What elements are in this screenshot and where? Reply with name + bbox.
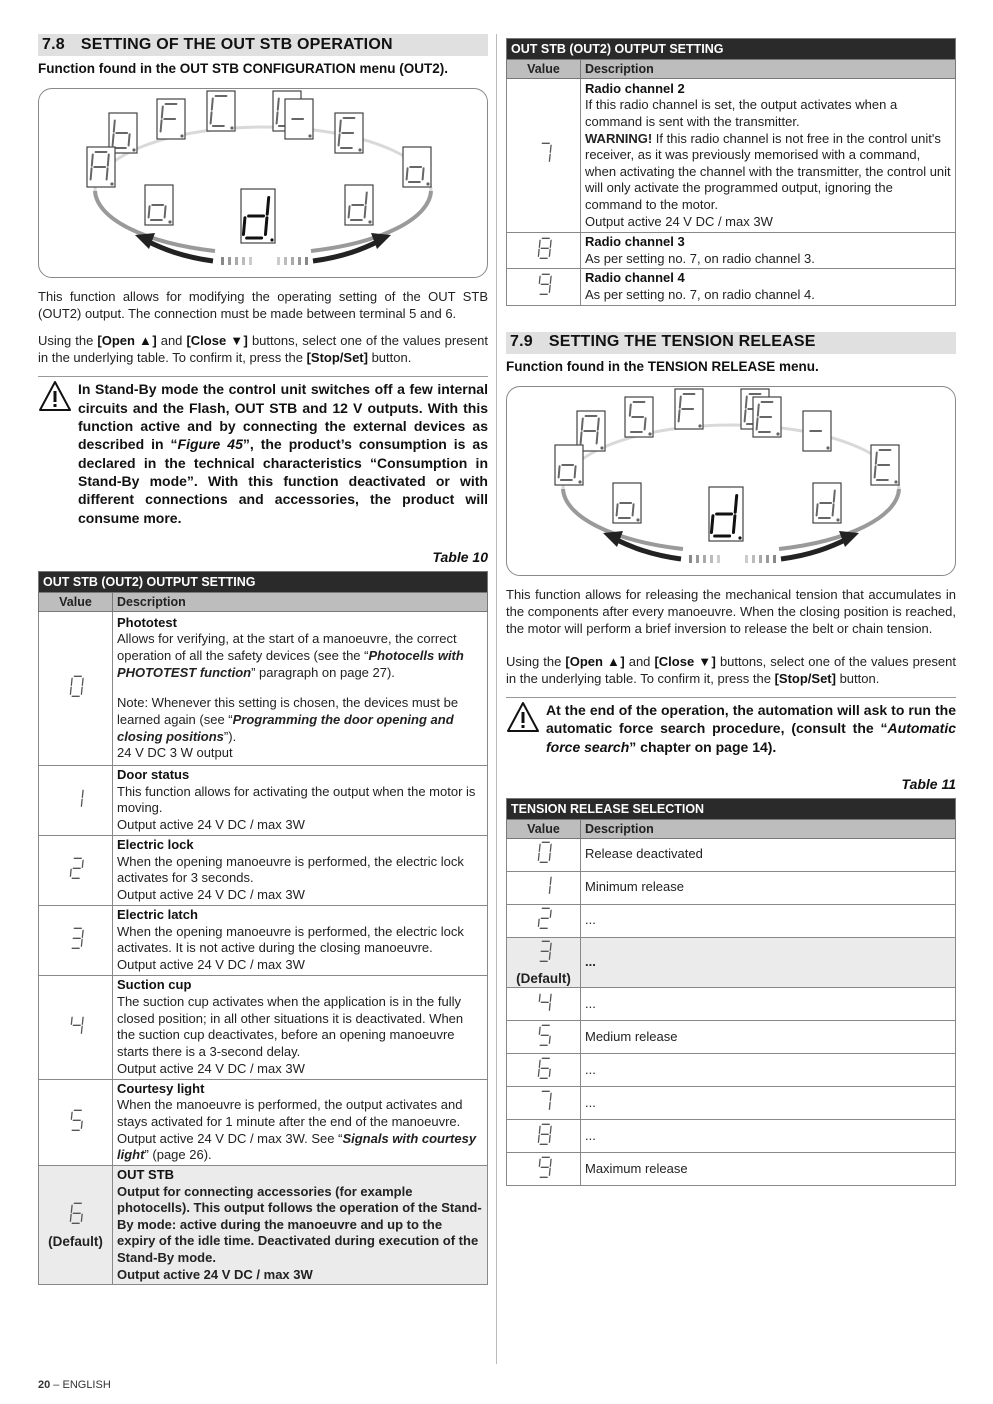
- right-column: [506, 34, 956, 1186]
- table-row: [507, 838, 956, 871]
- column-header-description: Description: [581, 60, 956, 79]
- segment-display: [813, 483, 841, 523]
- row-title: Electric latch: [117, 907, 198, 923]
- instructions-paragraph: Using the [Open ▲] and [Close ▼] buttons, select one of the values present in the underlying table. To confirm it, press the [Stop/Set] button.: [506, 653, 956, 686]
- page-footer: [38, 1378, 111, 1392]
- table-row: Door status This function allows for activating the output when the motor is moving. Output active 24 V DC / max 3W: [39, 765, 488, 835]
- table-row: Radio channel 3 As per setting no. 7, on radio channel 3.: [507, 233, 956, 269]
- row-title: Phototest: [117, 614, 177, 630]
- open-button-label: [Open ▲]: [97, 333, 157, 349]
- display-digit: [535, 1088, 553, 1119]
- display-digit: [535, 839, 553, 870]
- display-digit: [535, 271, 553, 302]
- table-row: [507, 904, 956, 937]
- close-button-label: [Close ▼]: [654, 653, 716, 669]
- display-digit: [535, 1055, 553, 1086]
- column-header-description: Description: [113, 592, 488, 611]
- table-title: OUT STB (OUT2) OUTPUT SETTING: [39, 571, 488, 592]
- table-row-default: [507, 937, 956, 987]
- segment-display: [555, 445, 583, 485]
- out-stb-table: [38, 571, 488, 1286]
- display-digit: [67, 925, 85, 956]
- section-title: SETTING THE TENSION RELEASE: [548, 333, 816, 351]
- page-number: 20: [38, 1379, 51, 1391]
- row-title: Suction cup: [117, 977, 192, 993]
- row-title: Electric lock: [117, 837, 194, 853]
- intro-paragraph: This function allows for releasing the mechanical tension that accumulates in the components after every manoeuvre. When the closing position is reached, the motor will perform a brief inversion to release the belt or chain tension.: [506, 586, 956, 636]
- display-digit: [535, 1022, 553, 1053]
- row-title: OUT STB: [117, 1166, 175, 1182]
- tension-release-table: [506, 798, 956, 1186]
- row-description: ...: [581, 988, 956, 1021]
- segment-display: [753, 397, 781, 437]
- section-heading-7-9: [506, 332, 956, 354]
- display-digit: [67, 1200, 85, 1231]
- segment-display: [145, 185, 173, 225]
- row-title: Door status: [117, 767, 190, 783]
- table-caption: Table 11: [901, 775, 956, 792]
- section-title: SETTING OF THE OUT STB OPERATION: [80, 35, 393, 53]
- column-header-description: Description: [581, 819, 956, 838]
- warning-label: WARNING!: [585, 130, 653, 146]
- force-search-warning: [506, 697, 956, 756]
- table-row: [507, 1153, 956, 1186]
- display-digit: [67, 785, 85, 816]
- function-location: Function found in the TENSION RELEASE menu.: [506, 358, 819, 374]
- display-digit: [67, 673, 85, 704]
- row-description: ...: [581, 1054, 956, 1087]
- row-title: Radio channel 2: [585, 80, 685, 96]
- table-row: [507, 871, 956, 904]
- table-row: [507, 1021, 956, 1054]
- column-header-value: Value: [507, 60, 581, 79]
- table-row: Radio channel 4 As per setting no. 7, on radio channel 4.: [507, 269, 956, 305]
- display-digit: [67, 855, 85, 886]
- open-button-label: [Open ▲]: [565, 653, 625, 669]
- segment-display: [871, 445, 899, 485]
- table-row: [507, 1054, 956, 1087]
- display-digit: [535, 140, 553, 171]
- display-sequence-figure: [38, 88, 488, 278]
- segment-display: [625, 397, 653, 437]
- table-row: [507, 1087, 956, 1120]
- row-description: ...: [581, 904, 956, 937]
- row-description: ...: [581, 1120, 956, 1153]
- row-description: Minimum release: [581, 871, 956, 904]
- out-stb-table-continued: [506, 38, 956, 306]
- stop-set-button-label: [Stop/Set]: [306, 350, 368, 366]
- row-description: ...: [581, 937, 956, 987]
- display-sequence-diagram: [39, 89, 487, 277]
- display-digit: [535, 1154, 553, 1185]
- display-digit: [535, 989, 553, 1020]
- row-description: Medium release: [581, 1021, 956, 1054]
- column-header-value: Value: [507, 819, 581, 838]
- segment-display: [675, 389, 703, 429]
- segment-display: [87, 147, 115, 187]
- segment-display: [335, 113, 363, 153]
- table-title: TENSION RELEASE SELECTION: [507, 798, 956, 819]
- table-row: Electric latch When the opening manoeuvre is performed, the electric lock activates. It is not active during the closing manoeuvre. Output active 24 V DC / max 3W: [39, 905, 488, 975]
- section-heading-7-8: [38, 34, 488, 56]
- close-button-label: [Close ▼]: [186, 333, 248, 349]
- table-caption: Table 10: [432, 548, 488, 565]
- table-title: OUT STB (OUT2) OUTPUT SETTING: [507, 39, 956, 60]
- segment-display: [803, 411, 831, 451]
- table-row: Electric lock When the opening manoeuvre is performed, the electric lock activates for 3 seconds. Output active 24 V DC / max 3W: [39, 835, 488, 905]
- segment-display: [709, 487, 743, 541]
- display-digit: [535, 938, 553, 969]
- segment-display: [285, 99, 313, 139]
- instructions-paragraph: Using the [Open ▲] and [Close ▼] buttons, select one of the values present in the underlying table. To confirm it, press the [Stop/Set] button.: [38, 333, 488, 366]
- table-row-default: (Default) OUT STB Output for connecting accessories (for example photocells). This output follows the operation of the Stand-By mode: active during the manoeuvre and up to the expiry of the idle time. Deactivated during execution of the Stand-By mode. Output active 24 V DC / max 3W: [39, 1165, 488, 1284]
- column-divider: [496, 34, 497, 1364]
- stop-set-button-label: [Stop/Set]: [774, 670, 836, 686]
- table-row: [507, 988, 956, 1021]
- segment-display: [403, 147, 431, 187]
- default-label: (Default): [516, 970, 571, 986]
- row-title: Courtesy light: [117, 1080, 205, 1096]
- segment-display: [207, 91, 235, 131]
- row-description: Maximum release: [581, 1153, 956, 1186]
- table-row: Radio channel 2 If this radio channel is set, the output activates when a command is sent with the transmitter. WARNING! If this radio channel is not free in the control unit's receiver, as it was previously memorised with a command, when activating the channel with the transmitter, the control unit will only activate the programmed output, ignoring the command to the motor. Output active 24 V DC / max 3W: [507, 79, 956, 233]
- display-digit: [67, 1012, 85, 1043]
- segment-display: [241, 189, 275, 243]
- table-row: Suction cup The suction cup activates when the application is in the fully closed position; in all other situations it is deactivated. When the suction cup deactivates, before an opening manoeuvre starts there is a 3-second delay. Output active 24 V DC / max 3W: [39, 975, 488, 1079]
- standby-warning: [38, 376, 488, 527]
- row-description: Release deactivated: [581, 838, 956, 871]
- column-header-value: Value: [39, 592, 113, 611]
- display-digit: [67, 1107, 85, 1138]
- section-number: 7.9: [510, 333, 533, 351]
- warning-icon: [38, 380, 78, 527]
- function-location: Function found in the OUT STB CONFIGURATION menu (OUT2).: [38, 61, 448, 76]
- row-title: Radio channel 4: [585, 270, 685, 286]
- segment-display: [613, 483, 641, 523]
- warning-text: In Stand-By mode the control unit switches off a few internal circuits and the Flash, OUT STB and 12 V outputs. With this function active and by connecting the external devices as described in “Figure 45”, the product’s consumption is as declared in the technical characteristics “Consumption in Stand-By mode”. With this function deactivated or with different connections and accessories, the product will consume more.: [78, 381, 488, 526]
- display-digit: [535, 1121, 553, 1152]
- intro-paragraph: This function allows for modifying the operating setting of the OUT STB (OUT2) output. The connection must be made between terminal 5 and 6.: [38, 289, 488, 322]
- row-description: ...: [581, 1087, 956, 1120]
- display-sequence-diagram: [507, 387, 955, 575]
- left-column: [38, 34, 488, 1285]
- default-label: (Default): [48, 1233, 103, 1249]
- warning-text: At the end of the operation, the automation will ask to run the automatic force search procedure, (consult the “Automatic force search” chapter on page 14).: [546, 701, 956, 755]
- display-digit: [535, 905, 553, 936]
- table-row: Phototest Allows for verifying, at the start of a manoeuvre, the correct operation of all the safety devices (see the “Photocells with PHOTOTEST function” paragraph on page 27). Note: Whenever this setting is chosen, the devices must be learned again (see “Programming the door opening and closing positions”). 24 V DC 3 W output: [39, 611, 488, 765]
- footer-language: – ENGLISH: [50, 1379, 111, 1391]
- warning-icon: [506, 701, 546, 756]
- row-title: Radio channel 3: [585, 234, 685, 249]
- display-sequence-figure: [506, 386, 956, 576]
- table-row: Courtesy light When the manoeuvre is performed, the output activates and stays activated for 1 minute after the end of the manoeuvre. Output active 24 V DC / max 3W. See “Signals with courtesy light” (page 26).: [39, 1079, 488, 1165]
- segment-display: [345, 185, 373, 225]
- section-number: 7.8: [42, 35, 65, 53]
- table-row: [507, 1120, 956, 1153]
- segment-display: [157, 99, 185, 139]
- display-digit: [535, 235, 553, 266]
- display-digit: [535, 872, 553, 903]
